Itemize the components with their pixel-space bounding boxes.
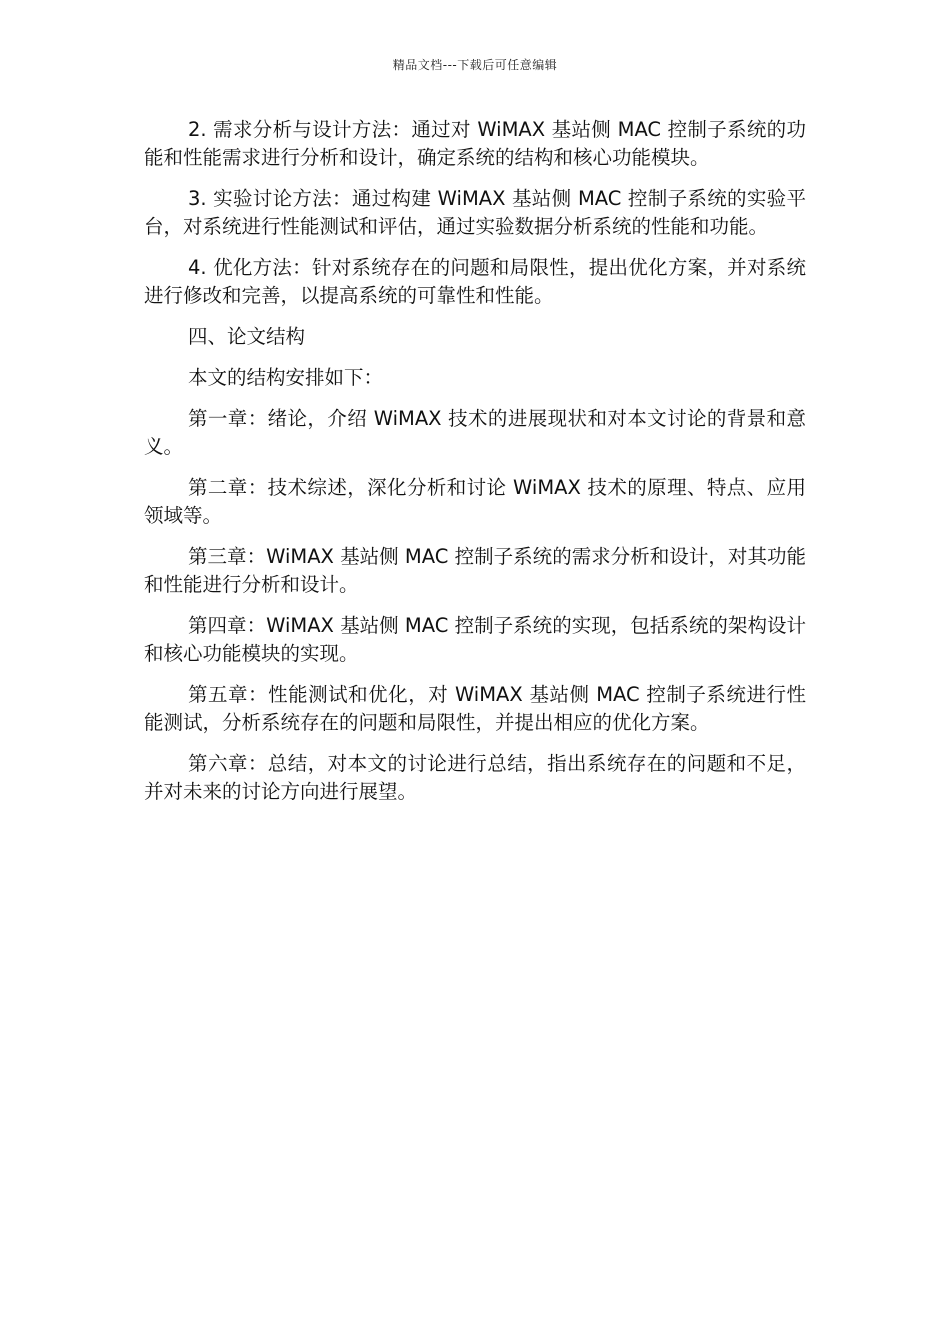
paragraph-method-3: 3. 实验讨论方法：通过构建 WiMAX 基站侧 MAC 控制子系统的实验平台，对系统进行性能测试和评估，通过实验数据分析系统的性能和功能。 bbox=[144, 187, 806, 238]
paragraph-chapter-3: 第三章：WiMAX 基站侧 MAC 控制子系统的需求分析和设计，对其功能和性能进行分析和设计。 bbox=[144, 545, 806, 596]
paragraph-structure-intro: 本文的结构安排如下： bbox=[188, 366, 384, 389]
document-body bbox=[144, 116, 806, 819]
paragraph-chapter-1: 第一章：绪论，介绍 WiMAX 技术的进展现状和对本文讨论的背景和意义。 bbox=[144, 407, 806, 458]
paragraph-chapter-5: 第五章：性能测试和优化，对 WiMAX 基站侧 MAC 控制子系统进行性能测试，分析系统存在的问题和局限性，并提出相应的优化方案。 bbox=[144, 683, 806, 734]
paragraph-chapter-6: 第六章：总结，对本文的讨论进行总结，指出系统存在的问题和不足，并对未来的讨论方向进行展望。 bbox=[144, 752, 806, 803]
page-header: 精品文档---下载后可任意编辑 bbox=[392, 58, 558, 72]
section-heading-thesis-structure: 四、论文结构 bbox=[188, 325, 306, 348]
paragraph-method-2: 2. 需求分析与设计方法：通过对 WiMAX 基站侧 MAC 控制子系统的功能和性能需求进行分析和设计，确定系统的结构和核心功能模块。 bbox=[144, 118, 806, 169]
paragraph-method-4: 4. 优化方法：针对系统存在的问题和局限性，提出优化方案，并对系统进行修改和完善，以提高系统的可靠性和性能。 bbox=[144, 256, 806, 307]
paragraph-chapter-2: 第二章：技术综述，深化分析和讨论 WiMAX 技术的原理、特点、应用领域等。 bbox=[144, 476, 806, 527]
paragraph-chapter-4: 第四章：WiMAX 基站侧 MAC 控制子系统的实现，包括系统的架构设计和核心功能模块的实现。 bbox=[144, 614, 806, 665]
